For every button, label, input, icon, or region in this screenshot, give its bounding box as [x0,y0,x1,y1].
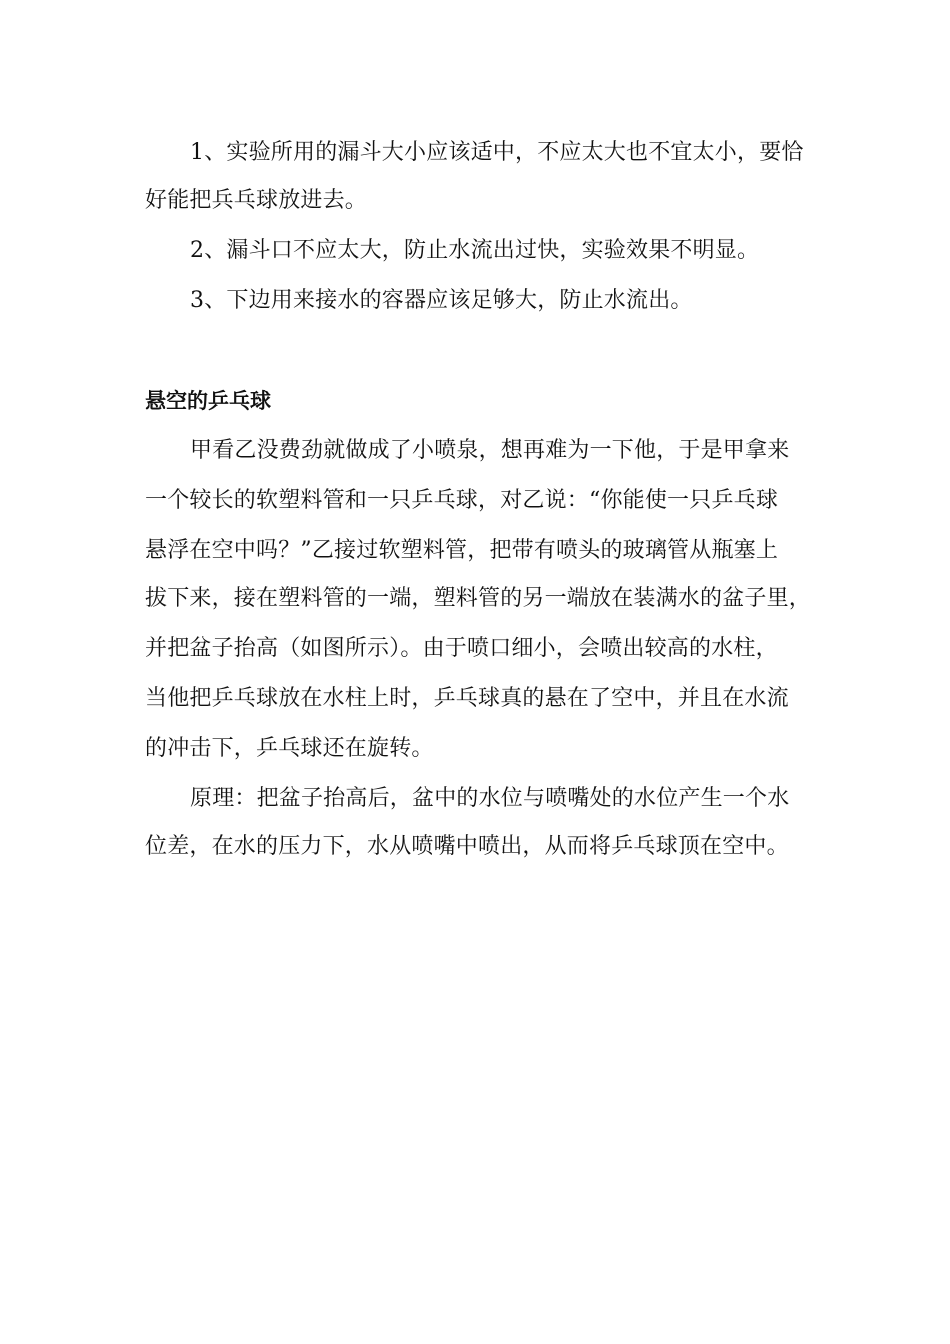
paragraph-line: 的冲击下，乒乓球还在旋转。 [145,736,434,761]
section-title: 悬空的乒乓球 [145,389,271,413]
principle-line-2: 位差，在水的压力下，水从喷嘴中喷出，从而将乒乓球顶在空中。 [145,834,789,859]
note-item-3: 3、下边用来接水的容器应该足够大，防止水流出。 [190,288,693,313]
paragraph-line: 拔下来，接在塑料管的一端，塑料管的另一端放在装满水的盆子里， [145,586,812,611]
note-item-2: 2、漏斗口不应太大，防止水流出过快，实验效果不明显。 [190,238,760,263]
paragraph-line: 一个较长的软塑料管和一只乒乓球，对乙说：“你能使一只乒乓球 [145,488,779,513]
paragraph-line: 并把盆子抬高（如图所示）。由于喷口细小，会喷出较高的水柱， [145,636,778,661]
paragraph-line: 悬浮在空中吗？”乙接过软塑料管，把带有喷头的玻璃管从瓶塞上 [145,538,779,563]
paragraph-line: 当他把乒乓球放在水柱上时，乒乓球真的悬在了空中，并且在水流 [145,686,789,711]
principle-line-1: 原理：把盆子抬高后，盆中的水位与喷嘴处的水位产生一个水 [190,786,790,811]
paragraph-line: 甲看乙没费劲就做成了小喷泉，想再难为一下他，于是甲拿来 [190,438,790,463]
note-item-1-line-1: 1、实验所用的漏斗大小应该适中，不应太大也不宜太小，要恰 [190,140,804,165]
note-item-1-line-2: 好能把兵乓球放进去。 [145,188,368,213]
